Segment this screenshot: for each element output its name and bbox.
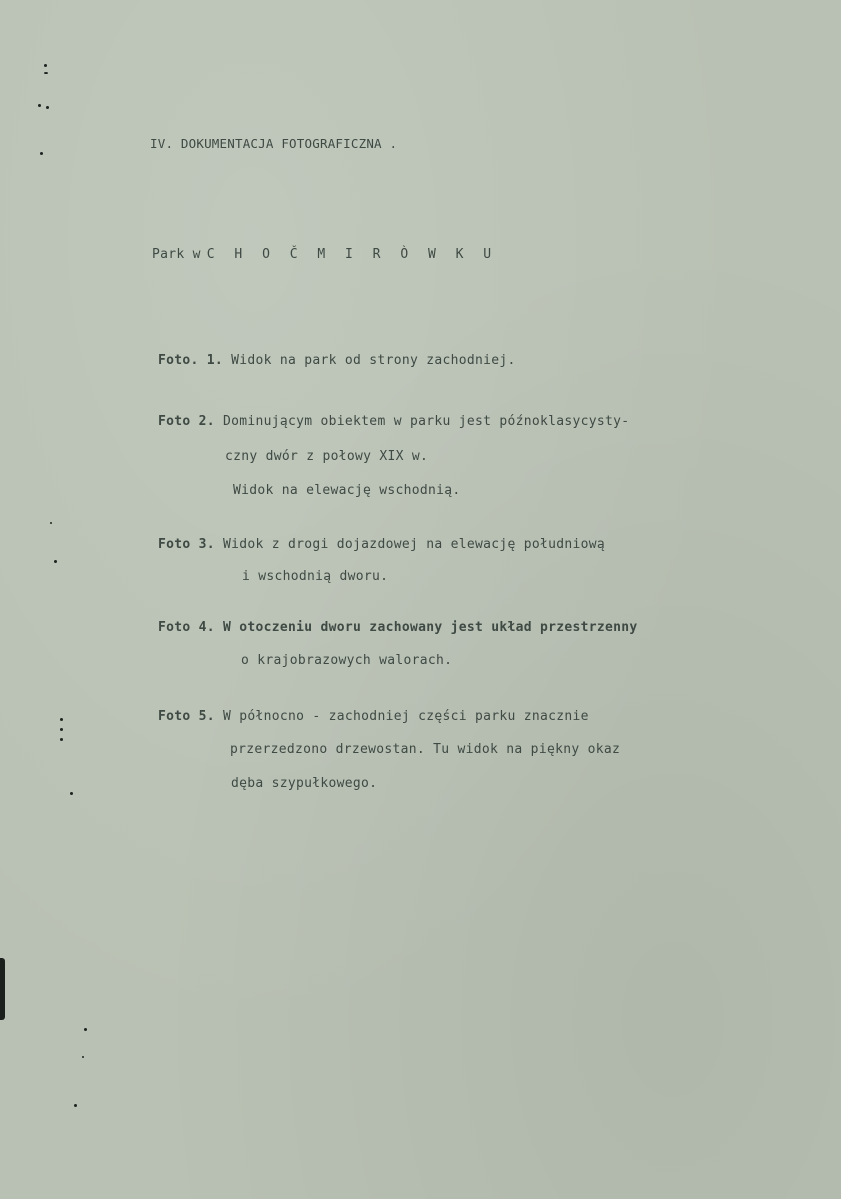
photo-label-5: Foto 5. [158, 709, 215, 724]
photo-entry-5 [158, 708, 589, 726]
park-title [152, 246, 497, 264]
photo-caption-line: i wschodnią dworu. [242, 569, 389, 584]
photo-caption-line: W północno - zachodniej części parku znacznie [223, 709, 589, 724]
photo-label-2: Foto 2. [158, 414, 215, 429]
photo-caption-line: o krajobrazowych walorach. [241, 653, 453, 668]
photo-label-3: Foto 3. [158, 537, 215, 552]
photo-caption-line: W otoczeniu dworu zachowany jest układ przestrzenny [223, 620, 638, 635]
scan-edge-mark [0, 958, 5, 1020]
photo-caption-line: dęba szypułkowego. [231, 776, 378, 791]
photo-entry-2 [158, 413, 629, 431]
photo-label-1: Foto. 1. [158, 353, 224, 368]
photo-caption-line: Widok z drogi dojazdowej na elewację południową [223, 537, 605, 552]
photo-caption-line: czny dwór z połowy XIX w. [225, 449, 429, 464]
section-heading: IV. DOKUMENTACJA FOTOGRAFICZNA . [150, 136, 398, 151]
park-title-prefix: Park w [152, 247, 201, 262]
photo-entry-1 [158, 352, 516, 370]
photo-label-4: Foto 4. [158, 620, 215, 635]
photo-caption-line: Widok na elewację wschodnią. [233, 483, 461, 498]
park-title-name: C H O Č M I R Ò W K U [206, 247, 498, 262]
photo-caption-line: przerzedzono drzewostan. Tu widok na piękny okaz [230, 742, 621, 757]
photo-caption-line: Dominującym obiektem w parku jest późnoklasycysty- [223, 414, 630, 429]
photo-entry-3 [158, 536, 605, 554]
photo-caption-line: Widok na park od strony zachodniej. [231, 353, 516, 368]
photo-entry-4 [158, 619, 638, 637]
